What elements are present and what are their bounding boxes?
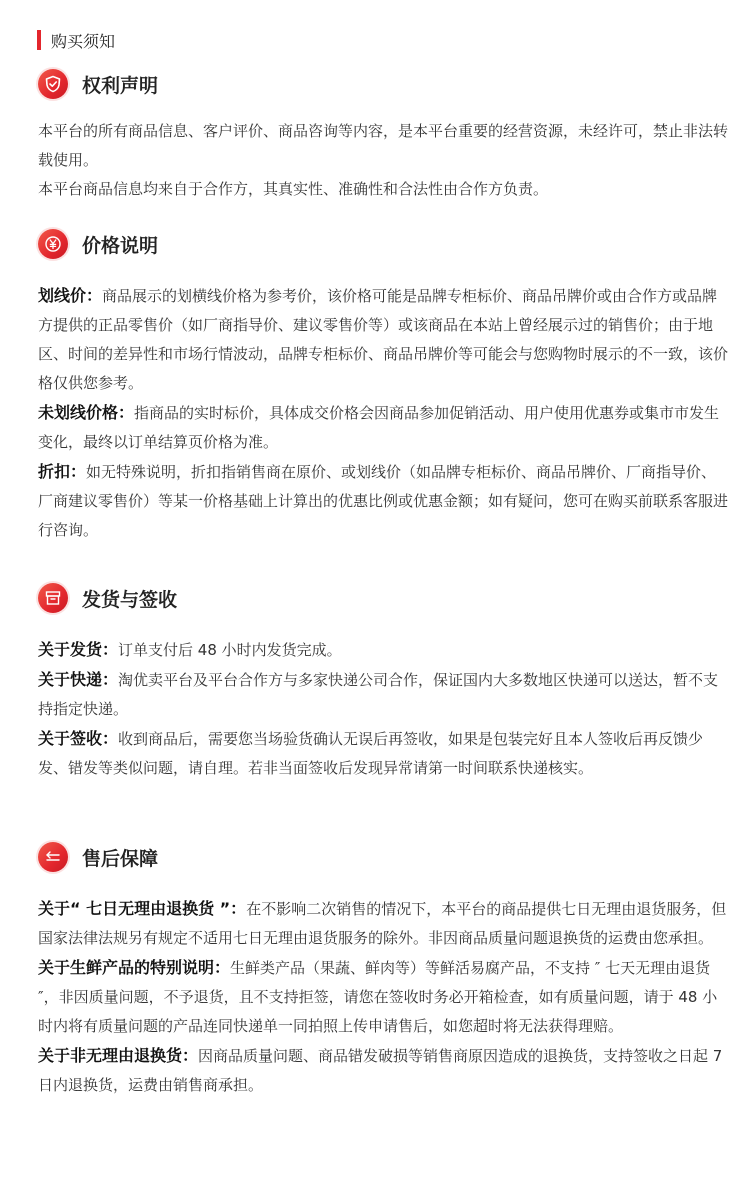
item-label: 折扣：	[38, 462, 87, 481]
item-label: 关于非无理由退换货：	[38, 1046, 199, 1065]
price-item	[38, 398, 728, 457]
aftersale-item	[38, 953, 728, 1041]
item-text: 商品展示的划横线价格为参考价，该价格可能是品牌专柜标价、商品吊牌价或由合作方或品牌方提供的正品零售价（如厂商指导价、建议零售价等）或该商品在本站上曾经展示过的销售价；由于地区、时间的差异性和市场行情波动，品牌专柜标价、商品吊牌价等可能会与您购物时展示的不一致，该价格仅供您参考。	[38, 287, 729, 392]
section-title: 权利声明	[82, 74, 159, 97]
header-accent-bar	[37, 30, 41, 50]
price-item	[38, 457, 728, 545]
page-title: 购买须知	[51, 31, 116, 51]
item-text: 订单支付后 48 小时内发货完成。	[118, 641, 342, 659]
delivery-item	[38, 635, 728, 665]
item-text: 指商品的实时标价，具体成交价格会因商品参加促销活动、用户使用优惠券或集市市发生变化，最终以订单结算页价格为准。	[38, 404, 720, 451]
item-text: 因商品质量问题、商品错发破损等销售商原因造成的退换货，支持签收之日起 7 日内退换货，运费由销售商承担。	[38, 1047, 723, 1094]
item-label: 关于发货：	[38, 640, 119, 659]
delivery-item	[38, 665, 728, 724]
section-title: 价格说明	[82, 234, 159, 257]
item-text: 如无特殊说明，折扣指销售商在原价、或划线价（如品牌专柜标价、商品吊牌价、厂商指导价、厂商建议零售价）等某一价格基础上计算出的优惠比例或优惠金额；如有疑问，您可在购买前联系客服进行咨询。	[38, 463, 729, 539]
item-label: 关于生鲜产品的特别说明：	[38, 958, 231, 977]
item-label: 未划线价格：	[38, 403, 135, 422]
rights-paragraph: 本平台的所有商品信息、客户评价、商品咨询等内容，是本平台重要的经营资源，未经许可，禁止非法转载使用。	[38, 122, 729, 169]
item-text: 收到商品后，需要您当场验货确认无误后再签收，如果是包装完好且本人签收后再反馈少发、错发等类似问题，请自理。若非当面签收后发现异常请第一时间联系快递核实。	[38, 730, 704, 777]
item-label: 关于快递：	[38, 670, 119, 689]
section-price	[38, 228, 728, 545]
item-text: 生鲜类产品（果蔬、鲜肉等）等鲜活易腐产品，不支持 ″ 七天无理由退货 ″，非因质量问题，不予退货，且不支持拒签，请您在签收时务必开箱检查，如有质量问题，请于 48 小时内将有质量问题的产品连同快递单一同拍照上传申请售后，如您超时将无法获得理赔。	[38, 959, 718, 1035]
section-rights	[38, 68, 728, 204]
section-title: 发货与签收	[82, 588, 178, 611]
section-delivery	[38, 582, 728, 783]
item-label: 关于签收：	[38, 729, 119, 748]
item-text: 在不影响二次销售的情况下，本平台的商品提供七日无理由退货服务，但国家法律法规另有规定不适用七日无理由退货服务的除外。非因商品质量问题退换货的运费由您承担。	[38, 900, 727, 947]
item-label: 关于“ 七日无理由退换货 ”：	[38, 899, 247, 918]
box-icon	[38, 583, 68, 613]
price-item	[38, 281, 728, 398]
shield-icon	[38, 69, 68, 99]
delivery-item	[38, 724, 728, 783]
section-aftersale	[38, 841, 728, 1100]
notice-header	[37, 30, 115, 50]
aftersale-item	[38, 894, 728, 953]
section-title: 售后保障	[82, 847, 159, 870]
return-icon	[38, 842, 68, 872]
item-label: 划线价：	[38, 286, 103, 305]
aftersale-item	[38, 1041, 728, 1100]
item-text: 淘优卖平台及平台合作方与多家快递公司合作，保证国内大多数地区快递可以送达，暂不支持指定快递。	[38, 671, 719, 718]
rights-paragraph: 本平台商品信息均来自于合作方，其真实性、准确性和合法性由合作方负责。	[38, 180, 549, 198]
yen-icon	[38, 229, 68, 259]
